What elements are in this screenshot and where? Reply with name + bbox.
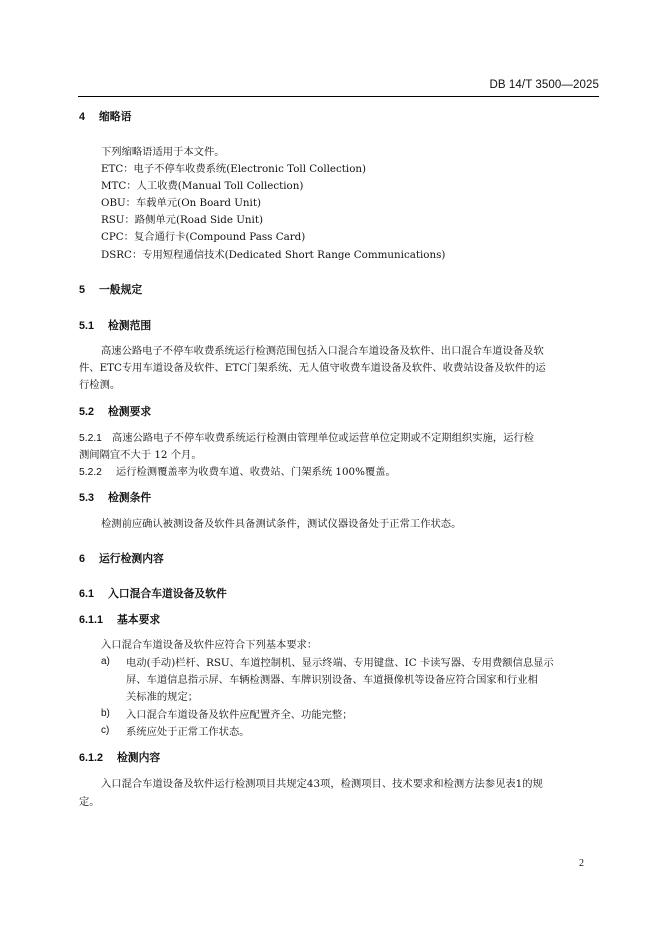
standard-code: DB 14/T 3500—2025 bbox=[489, 79, 599, 91]
section-title: 缩略语 bbox=[99, 111, 132, 123]
subsection-title: 入口混合车道设备及软件 bbox=[108, 588, 227, 600]
section-5-heading bbox=[79, 282, 142, 297]
subsection-5-1-heading bbox=[79, 318, 151, 333]
paragraph-line: 定。 bbox=[79, 796, 100, 808]
list-marker: c) bbox=[101, 725, 110, 736]
paragraph-line: 入口混合车道设备及软件应符合下列基本要求： bbox=[101, 639, 318, 651]
abbrev-item: RSU：路侧单元(Road Side Unit) bbox=[101, 214, 264, 226]
list-item-line: 入口混合车道设备及软件应配置齐全、功能完整； bbox=[126, 709, 353, 721]
subsection-title: 检测条件 bbox=[108, 492, 152, 504]
subsection-5-2-heading bbox=[79, 404, 151, 419]
subsection-6-1-2-heading bbox=[79, 750, 160, 765]
list-marker: b) bbox=[101, 708, 110, 719]
paragraph-line: 行检测。 bbox=[79, 379, 121, 391]
header-rule bbox=[78, 96, 599, 97]
paragraph-line: 检测前应确认被测设备及软件具备测试条件，测试仪器设备处于正常工作状态。 bbox=[101, 518, 462, 530]
subsection-number: 5.3 bbox=[79, 492, 95, 504]
section-6-heading bbox=[79, 551, 164, 566]
list-item-line: 关标准的规定； bbox=[126, 691, 199, 703]
clause-text: 高速公路电子不停车收费系统运行检测由管理单位或运营单位定期或不定期组织实施，运行检 bbox=[111, 432, 535, 444]
subsection-number: 6.1 bbox=[79, 588, 95, 600]
subsection-number: 5.2 bbox=[79, 406, 95, 418]
list-marker: a) bbox=[101, 656, 110, 667]
paragraph-line: 件、ETC专用车道设备及软件、ETC门架系统、无人值守收费车道设备及软件、收费站设备及软件的运 bbox=[79, 362, 546, 374]
list-item-line: 系统应处于正常工作状态。 bbox=[126, 726, 250, 738]
subsection-6-1-heading bbox=[79, 586, 227, 601]
list-item-line: 屏、车道信息指示屏、车辆检测器、车牌识别设备、车道摄像机等设备应符合国家和行业相 bbox=[126, 674, 538, 686]
subsection-title: 基本要求 bbox=[117, 614, 161, 626]
subsection-title: 检测要求 bbox=[108, 406, 152, 418]
abbrev-item: ETC：电子不停车收费系统(Electronic Toll Collection) bbox=[101, 163, 367, 175]
abbrev-intro: 下列缩略语适用于本文件。 bbox=[101, 146, 225, 158]
list-item-line: 电动(手动)栏杆、RSU、车道控制机、显示终端、专用键盘、IC 卡读写器、专用费额信息显示 bbox=[126, 657, 554, 669]
abbrev-item: OBU：车载单元(On Board Unit) bbox=[101, 197, 261, 209]
subsection-number: 6.1.2 bbox=[79, 752, 104, 764]
section-title: 一般规定 bbox=[99, 284, 143, 296]
paragraph-line: 高速公路电子不停车收费系统运行检测范围包括入口混合车道设备及软件、出口混合车道设备及软 bbox=[101, 345, 544, 357]
clause-number: 5.2.1 bbox=[79, 433, 102, 444]
subsection-title: 检测内容 bbox=[117, 752, 161, 764]
section-number: 6 bbox=[79, 553, 86, 565]
subsection-number: 6.1.1 bbox=[79, 614, 104, 626]
clause-5-2-1 bbox=[79, 429, 534, 444]
subsection-5-3-heading bbox=[79, 490, 151, 505]
subsection-title: 检测范围 bbox=[108, 320, 152, 332]
paragraph-line: 测间隔宜不大于 12 个月。 bbox=[79, 449, 202, 461]
section-number: 5 bbox=[79, 284, 86, 296]
section-4-heading bbox=[79, 109, 131, 124]
section-number: 4 bbox=[79, 111, 86, 123]
clause-number: 5.2.2 bbox=[79, 467, 102, 478]
subsection-number: 5.1 bbox=[79, 320, 95, 332]
abbrev-item: CPC：复合通行卡(Compound Pass Card) bbox=[101, 231, 306, 243]
section-title: 运行检测内容 bbox=[99, 553, 164, 565]
abbrev-item: DSRC：专用短程通信技术(Dedicated Short Range Communications) bbox=[101, 249, 446, 261]
subsection-6-1-1-heading bbox=[79, 612, 160, 627]
page-number: 2 bbox=[579, 858, 584, 869]
paragraph-line: 入口混合车道设备及软件运行检测项目共规定43项，检测项目、技术要求和检测方法参见表1的规 bbox=[101, 778, 543, 790]
clause-text: 运行检测覆盖率为收费车道、收费站、门架系统 100%覆盖。 bbox=[115, 466, 396, 478]
abbrev-item: MTC：人工收费(Manual Toll Collection) bbox=[101, 180, 304, 192]
clause-5-2-2 bbox=[79, 463, 396, 478]
